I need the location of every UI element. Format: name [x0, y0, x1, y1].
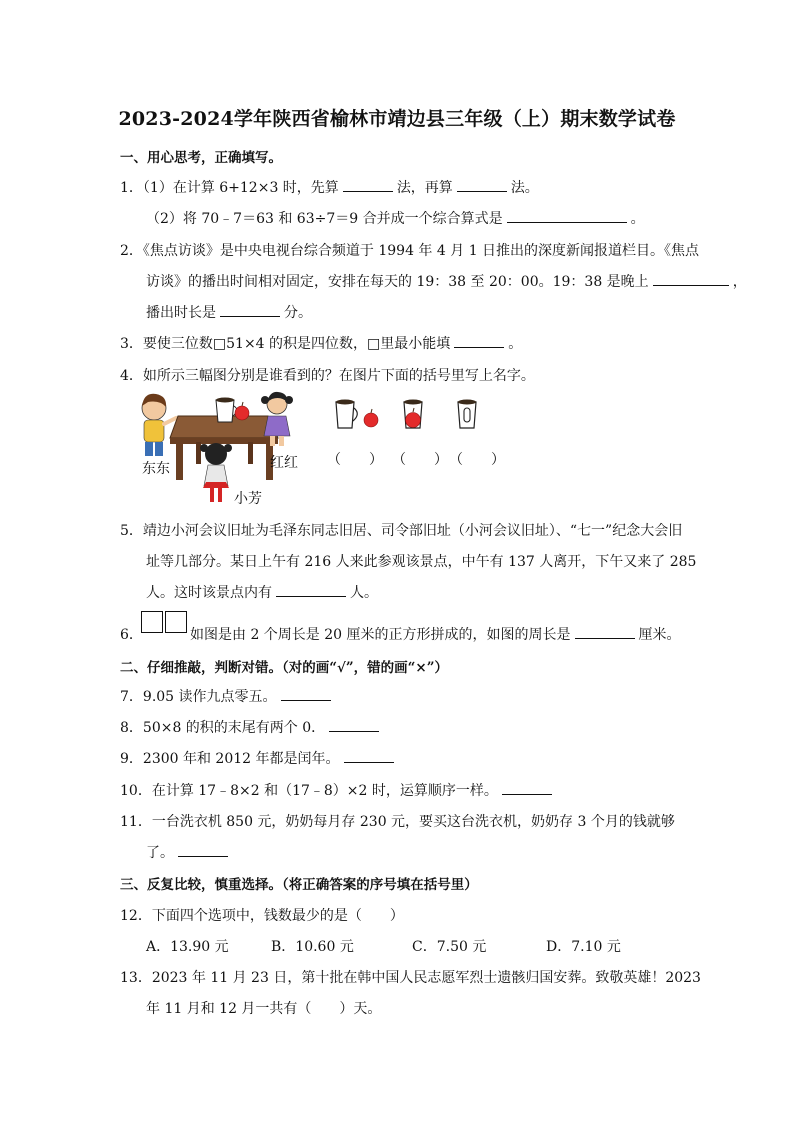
square-right — [165, 611, 187, 633]
section-2-heading: 二、仔细推敲，判断对错。（对的画“√”，错的画“×”） — [120, 660, 448, 676]
question-1b: （2）将 70﹣7＝63 和 63÷7＝9 合并成一个综合算式是 。 — [146, 208, 645, 228]
label-honghong: 红红 — [270, 455, 298, 471]
answer-blank[interactable] — [575, 624, 635, 639]
apple-on-table-figure — [235, 402, 249, 420]
view-1-cup-and-apple — [336, 400, 378, 429]
answer-blank[interactable] — [454, 333, 504, 348]
question-5-line-1: 5．靖边小河会议旧址为毛泽东同志旧居、司令部旧址（小河会议旧址）、“七一”纪念大会旧 — [120, 523, 683, 539]
question-11-line-1: 11．一台洗衣机 850 元，奶奶每月存 230 元，要买这台洗衣机，奶奶存 3 个月的钱就够 — [120, 814, 675, 830]
question-6-number: 6． — [120, 627, 143, 643]
table-scene-illustration — [136, 388, 306, 506]
question-4: 4．如所示三幅图分别是谁看到的？在图片下面的括号里写上名字。 — [120, 368, 535, 384]
view-2-apple-front-of-cup — [404, 400, 422, 429]
view-3-answer-paren[interactable]: （ ） — [449, 452, 505, 468]
answer-blank[interactable] — [329, 717, 379, 732]
label-xiaofang: 小芳 — [234, 491, 262, 507]
answer-blank[interactable] — [653, 271, 729, 286]
answer-blank[interactable] — [220, 302, 280, 317]
q12-option-c[interactable]: C．7.50 元 — [412, 939, 487, 955]
question-1a: 1．（1）在计算 6+12×3 时，先算 法，再算 法。 — [120, 177, 539, 197]
question-2-line-2: 访谈》的播出时间相对固定，安排在每天的 19：38 至 20：00。19：38 是晚上 ， — [146, 271, 747, 291]
answer-blank[interactable] — [344, 748, 394, 763]
question-7: 7．9.05 读作九点零五。 — [120, 686, 335, 706]
question-13-line-1: 13．2023 年 11 月 23 日，第十批在韩中国人民志愿军烈士遗骸归国安葬。致敬英雄！2023 — [120, 970, 701, 986]
answer-blank[interactable] — [507, 208, 627, 223]
question-12: 12．下面四个选项中，钱数最少的是（ ） — [120, 908, 404, 924]
question-9: 9．2300 年和 2012 年都是闰年。 — [120, 748, 398, 768]
question-13-line-2: 年 11 月和 12 月一共有（ ）天。 — [146, 1001, 382, 1017]
answer-blank[interactable] — [178, 842, 228, 857]
section-3-heading: 三、反复比较，慎重选择。（将正确答案的序号填在括号里） — [120, 877, 478, 893]
question-3: 3．要使三位数□51×4 的积是四位数，□里最小能填 。 — [120, 333, 522, 353]
question-11-line-2: 了。 — [146, 842, 232, 862]
label-dongdong: 东东 — [142, 461, 170, 477]
answer-blank[interactable] — [276, 582, 346, 597]
exam-title: 2023-2024学年陕西省榆林市靖边县三年级（上）期末数学试卷 — [118, 108, 676, 130]
girl-xiaofang-figure — [200, 443, 232, 502]
boy-dongdong-figure — [142, 394, 176, 456]
answer-blank[interactable] — [502, 780, 552, 795]
two-squares-figure — [141, 611, 189, 633]
square-left — [141, 611, 163, 633]
view-1-answer-paren[interactable]: （ ） — [327, 452, 383, 468]
q12-option-d[interactable]: D．7.10 元 — [546, 939, 621, 955]
view-3-cup-only — [458, 400, 476, 429]
answer-blank[interactable] — [343, 177, 393, 192]
view-2-answer-paren[interactable]: （ ） — [392, 452, 448, 468]
question-8: 8．50×8 的积的末尾有两个 0． — [120, 717, 383, 737]
section-1-heading: 一、用心思考，正确填写。 — [120, 150, 282, 166]
three-views-illustration — [330, 394, 500, 434]
question-10: 10．在计算 17﹣8×2 和（17﹣8）×2 时，运算顺序一样。 — [120, 780, 556, 800]
question-2-line-3: 播出时长是 分。 — [146, 302, 312, 322]
answer-blank[interactable] — [457, 177, 507, 192]
q12-option-b[interactable]: B．10.60 元 — [271, 939, 354, 955]
answer-blank[interactable] — [281, 686, 331, 701]
q12-option-a[interactable]: A．13.90 元 — [146, 939, 229, 955]
question-2-line-1: 2．《焦点访谈》是中央电视台综合频道于 1994 年 4 月 1 日推出的深度新闻报道栏目。《焦点 — [120, 243, 700, 259]
question-5-line-2: 址等几部分。某日上午有 216 人来此参观该景点，中午有 137 人离开，下午又来了 285 — [146, 554, 697, 570]
question-5-line-3: 人。这时该景点内有 人。 — [146, 582, 378, 602]
question-6: 如图是由 2 个周长是 20 厘米的正方形拼成的，如图的周长是 厘米。 — [190, 624, 681, 644]
